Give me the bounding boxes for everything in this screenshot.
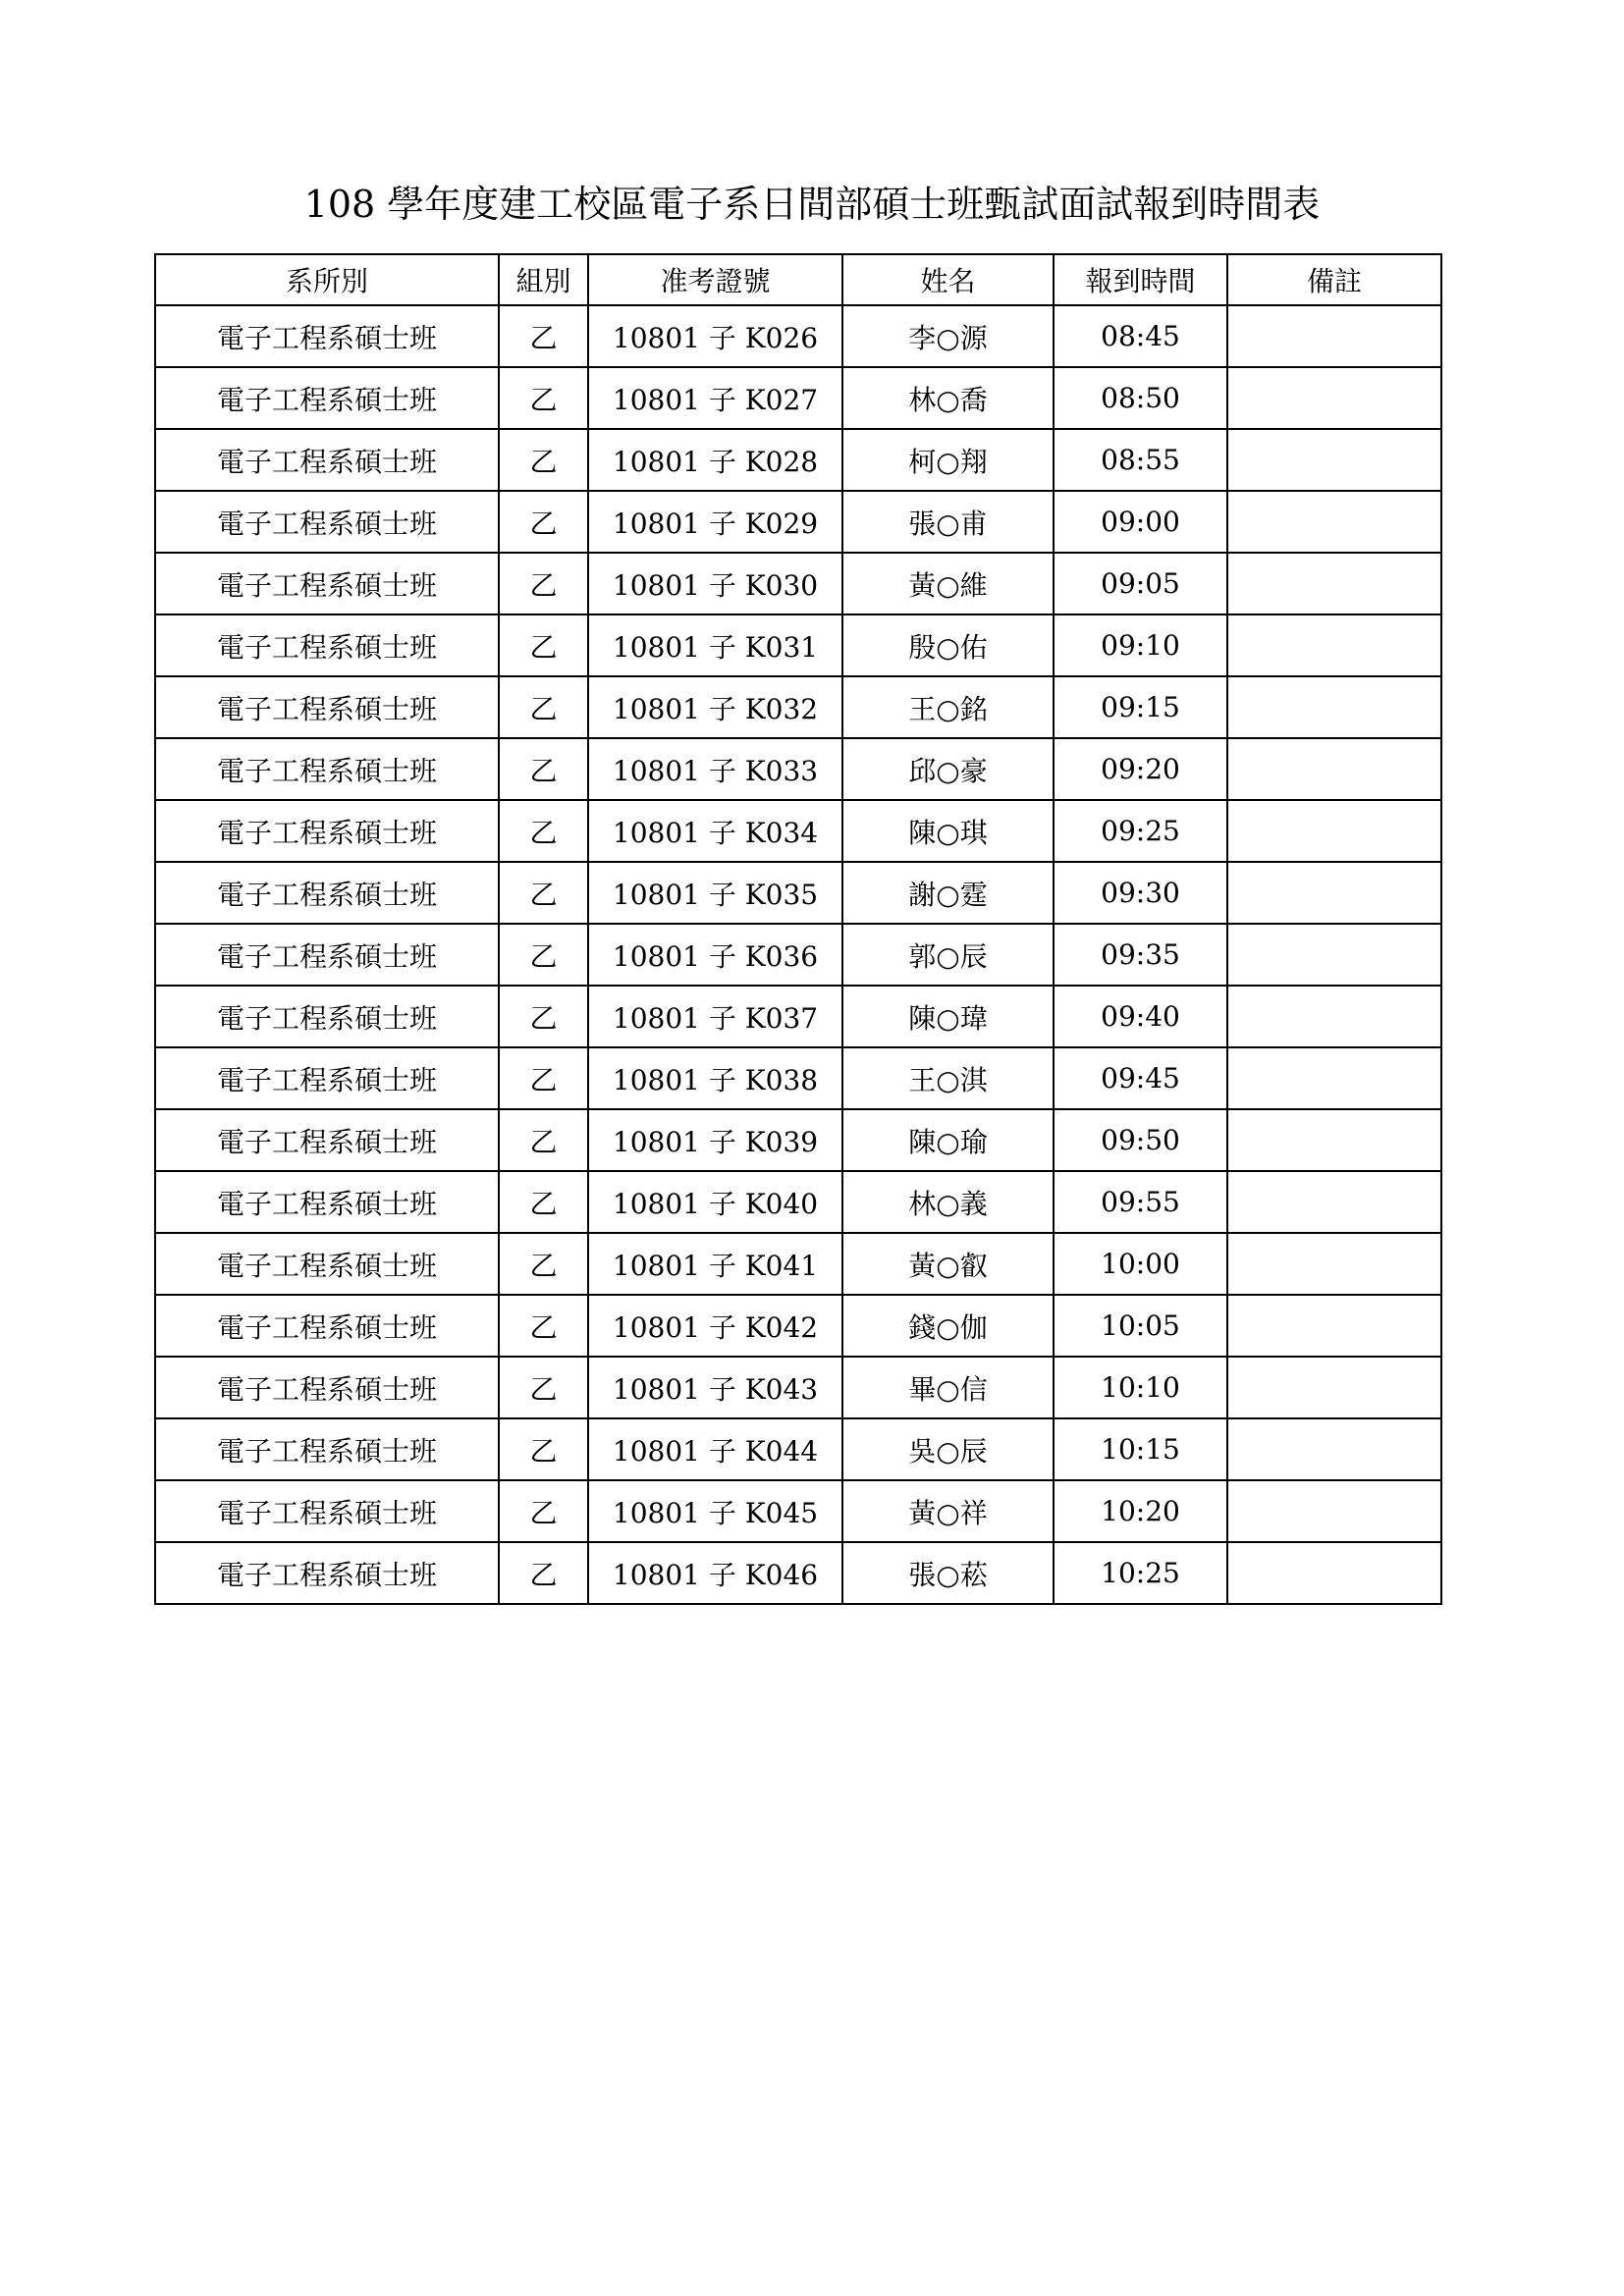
- table-row: [155, 1233, 1441, 1295]
- cell-time: 10:25: [1054, 1542, 1227, 1604]
- cell-time: 09:00: [1054, 491, 1227, 553]
- cell-time: 08:50: [1054, 367, 1227, 429]
- cell-dept: 電子工程系碩士班: [155, 367, 499, 429]
- cell-time: 09:45: [1054, 1047, 1227, 1109]
- cell-dept: 電子工程系碩士班: [155, 1357, 499, 1418]
- table-row: [155, 367, 1441, 429]
- cell-name: 黃○叡: [842, 1233, 1054, 1295]
- cell-note: [1227, 367, 1441, 429]
- cell-exam-no: 10801 子 K046: [588, 1542, 842, 1604]
- cell-exam-no: 10801 子 K032: [588, 676, 842, 738]
- cell-group: 乙: [499, 1480, 588, 1542]
- cell-dept: 電子工程系碩士班: [155, 738, 499, 800]
- cell-note: [1227, 1171, 1441, 1233]
- cell-note: [1227, 1542, 1441, 1604]
- cell-exam-no: 10801 子 K030: [588, 553, 842, 614]
- table-row: [155, 1171, 1441, 1233]
- cell-group: 乙: [499, 676, 588, 738]
- cell-note: [1227, 676, 1441, 738]
- cell-time: 10:15: [1054, 1418, 1227, 1480]
- header-note: 備註: [1227, 254, 1441, 305]
- cell-group: 乙: [499, 800, 588, 862]
- cell-dept: 電子工程系碩士班: [155, 800, 499, 862]
- cell-note: [1227, 305, 1441, 367]
- table-row: [155, 429, 1441, 491]
- cell-name: 林○義: [842, 1171, 1054, 1233]
- cell-group: 乙: [499, 553, 588, 614]
- cell-group: 乙: [499, 1357, 588, 1418]
- cell-name: 柯○翔: [842, 429, 1054, 491]
- cell-exam-no: 10801 子 K041: [588, 1233, 842, 1295]
- cell-group: 乙: [499, 1109, 588, 1171]
- cell-note: [1227, 1047, 1441, 1109]
- cell-time: 09:55: [1054, 1171, 1227, 1233]
- cell-group: 乙: [499, 1171, 588, 1233]
- cell-note: [1227, 553, 1441, 614]
- header-row: [155, 254, 1441, 305]
- cell-time: 10:00: [1054, 1233, 1227, 1295]
- table-body: [155, 305, 1441, 1604]
- cell-exam-no: 10801 子 K040: [588, 1171, 842, 1233]
- cell-note: [1227, 1418, 1441, 1480]
- header-name: 姓名: [842, 254, 1054, 305]
- cell-dept: 電子工程系碩士班: [155, 1542, 499, 1604]
- cell-exam-no: 10801 子 K043: [588, 1357, 842, 1418]
- cell-dept: 電子工程系碩士班: [155, 1171, 499, 1233]
- cell-dept: 電子工程系碩士班: [155, 862, 499, 924]
- cell-time: 08:45: [1054, 305, 1227, 367]
- table-row: [155, 305, 1441, 367]
- cell-exam-no: 10801 子 K045: [588, 1480, 842, 1542]
- table-row: [155, 1295, 1441, 1357]
- cell-group: 乙: [499, 1418, 588, 1480]
- cell-dept: 電子工程系碩士班: [155, 305, 499, 367]
- cell-note: [1227, 738, 1441, 800]
- cell-exam-no: 10801 子 K038: [588, 1047, 842, 1109]
- cell-exam-no: 10801 子 K039: [588, 1109, 842, 1171]
- cell-group: 乙: [499, 1295, 588, 1357]
- cell-name: 謝○霆: [842, 862, 1054, 924]
- cell-dept: 電子工程系碩士班: [155, 491, 499, 553]
- cell-dept: 電子工程系碩士班: [155, 924, 499, 986]
- cell-group: 乙: [499, 305, 588, 367]
- cell-dept: 電子工程系碩士班: [155, 1047, 499, 1109]
- cell-group: 乙: [499, 1542, 588, 1604]
- table-row: [155, 800, 1441, 862]
- cell-time: 08:55: [1054, 429, 1227, 491]
- cell-note: [1227, 1109, 1441, 1171]
- cell-time: 09:40: [1054, 986, 1227, 1047]
- cell-group: 乙: [499, 367, 588, 429]
- cell-group: 乙: [499, 862, 588, 924]
- cell-name: 張○甫: [842, 491, 1054, 553]
- cell-exam-no: 10801 子 K026: [588, 305, 842, 367]
- cell-dept: 電子工程系碩士班: [155, 1109, 499, 1171]
- cell-group: 乙: [499, 924, 588, 986]
- header-exam-no: 准考證號: [588, 254, 842, 305]
- cell-dept: 電子工程系碩士班: [155, 1233, 499, 1295]
- cell-name: 郭○辰: [842, 924, 1054, 986]
- cell-note: [1227, 429, 1441, 491]
- cell-group: 乙: [499, 1233, 588, 1295]
- cell-time: 09:20: [1054, 738, 1227, 800]
- cell-exam-no: 10801 子 K031: [588, 614, 842, 676]
- cell-exam-no: 10801 子 K044: [588, 1418, 842, 1480]
- table-row: [155, 738, 1441, 800]
- table-row: [155, 924, 1441, 986]
- cell-exam-no: 10801 子 K034: [588, 800, 842, 862]
- cell-time: 09:15: [1054, 676, 1227, 738]
- table-row: [155, 862, 1441, 924]
- cell-exam-no: 10801 子 K033: [588, 738, 842, 800]
- cell-dept: 電子工程系碩士班: [155, 429, 499, 491]
- table-row: [155, 676, 1441, 738]
- cell-exam-no: 10801 子 K035: [588, 862, 842, 924]
- cell-dept: 電子工程系碩士班: [155, 1418, 499, 1480]
- cell-group: 乙: [499, 986, 588, 1047]
- cell-group: 乙: [499, 491, 588, 553]
- cell-name: 陳○琪: [842, 800, 1054, 862]
- table-row: [155, 553, 1441, 614]
- header-time: 報到時間: [1054, 254, 1227, 305]
- header-dept: 系所別: [155, 254, 499, 305]
- cell-note: [1227, 862, 1441, 924]
- cell-dept: 電子工程系碩士班: [155, 1480, 499, 1542]
- cell-exam-no: 10801 子 K036: [588, 924, 842, 986]
- cell-name: 王○銘: [842, 676, 1054, 738]
- cell-dept: 電子工程系碩士班: [155, 676, 499, 738]
- table-row: [155, 1357, 1441, 1418]
- cell-note: [1227, 924, 1441, 986]
- cell-dept: 電子工程系碩士班: [155, 986, 499, 1047]
- cell-name: 張○菘: [842, 1542, 1054, 1604]
- cell-name: 殷○佑: [842, 614, 1054, 676]
- table-row: [155, 614, 1441, 676]
- cell-exam-no: 10801 子 K029: [588, 491, 842, 553]
- table-row: [155, 1109, 1441, 1171]
- table-row: [155, 1542, 1441, 1604]
- cell-dept: 電子工程系碩士班: [155, 553, 499, 614]
- schedule-table: [154, 253, 1442, 1605]
- cell-dept: 電子工程系碩士班: [155, 614, 499, 676]
- cell-group: 乙: [499, 1047, 588, 1109]
- cell-dept: 電子工程系碩士班: [155, 1295, 499, 1357]
- cell-time: 09:35: [1054, 924, 1227, 986]
- cell-time: 09:10: [1054, 614, 1227, 676]
- cell-name: 林○喬: [842, 367, 1054, 429]
- cell-group: 乙: [499, 429, 588, 491]
- cell-note: [1227, 1357, 1441, 1418]
- cell-name: 陳○瑜: [842, 1109, 1054, 1171]
- cell-time: 10:20: [1054, 1480, 1227, 1542]
- table-row: [155, 986, 1441, 1047]
- cell-time: 09:05: [1054, 553, 1227, 614]
- cell-name: 錢○伽: [842, 1295, 1054, 1357]
- table-row: [155, 1480, 1441, 1542]
- cell-name: 李○源: [842, 305, 1054, 367]
- cell-name: 黃○祥: [842, 1480, 1054, 1542]
- cell-note: [1227, 1233, 1441, 1295]
- cell-name: 邱○豪: [842, 738, 1054, 800]
- cell-time: 10:05: [1054, 1295, 1227, 1357]
- cell-note: [1227, 491, 1441, 553]
- cell-group: 乙: [499, 738, 588, 800]
- cell-time: 09:50: [1054, 1109, 1227, 1171]
- cell-name: 畢○信: [842, 1357, 1054, 1418]
- cell-name: 黃○維: [842, 553, 1054, 614]
- table-row: [155, 1418, 1441, 1480]
- cell-name: 王○淇: [842, 1047, 1054, 1109]
- cell-name: 吳○辰: [842, 1418, 1054, 1480]
- cell-exam-no: 10801 子 K042: [588, 1295, 842, 1357]
- header-group: 組別: [499, 254, 588, 305]
- cell-note: [1227, 986, 1441, 1047]
- cell-time: 09:25: [1054, 800, 1227, 862]
- cell-exam-no: 10801 子 K037: [588, 986, 842, 1047]
- cell-time: 10:10: [1054, 1357, 1227, 1418]
- cell-name: 陳○瑋: [842, 986, 1054, 1047]
- cell-exam-no: 10801 子 K027: [588, 367, 842, 429]
- document-title: 108 學年度建工校區電子系日間部碩士班甄試面試報到時間表: [303, 183, 1321, 226]
- table-row: [155, 1047, 1441, 1109]
- cell-note: [1227, 1480, 1441, 1542]
- cell-exam-no: 10801 子 K028: [588, 429, 842, 491]
- cell-note: [1227, 1295, 1441, 1357]
- cell-note: [1227, 800, 1441, 862]
- cell-time: 09:30: [1054, 862, 1227, 924]
- table-row: [155, 491, 1441, 553]
- cell-note: [1227, 614, 1441, 676]
- table-header: [155, 254, 1441, 305]
- cell-group: 乙: [499, 614, 588, 676]
